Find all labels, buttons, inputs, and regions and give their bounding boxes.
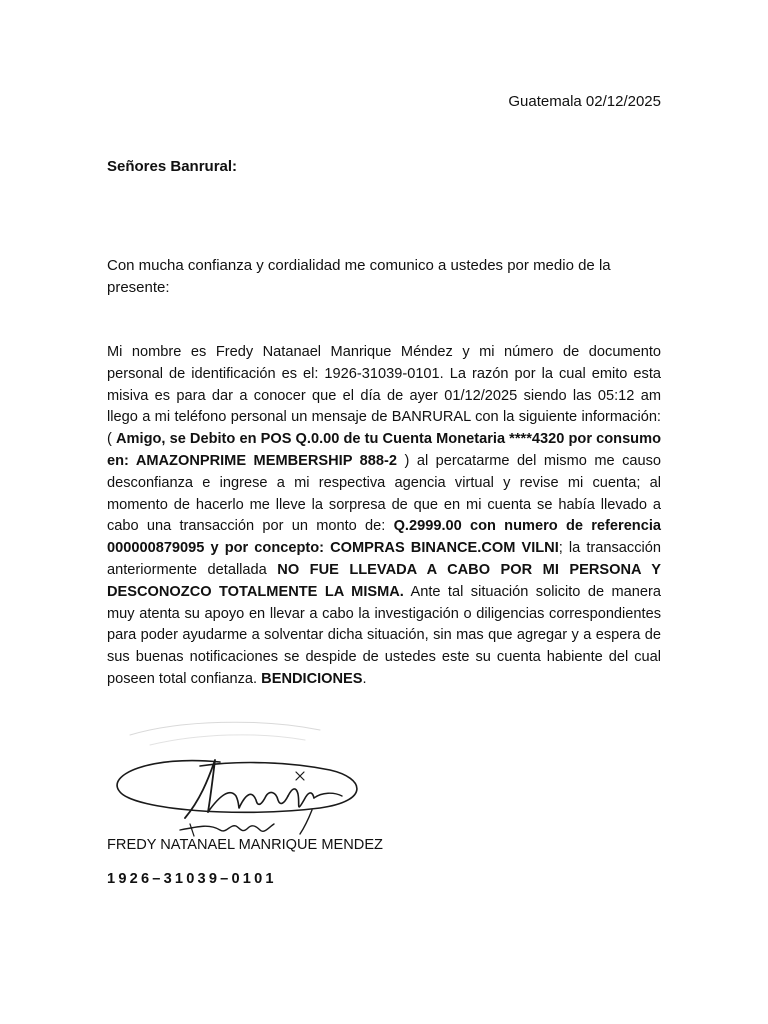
body-text-2: ) al percatarme del mismo me causo desconfianza e ingrese a mi respectiva agencia virtual y revise mi cuenta; al momento de hacerlo me lleve la sorpresa de que en mi cuenta se había llevado a cabo una transacción por un monto de: xyxy=(107,452,662,535)
body-text-5: . xyxy=(362,670,367,687)
disclaimer-text: NO FUE LLEVADA A CABO POR MI PERSONA Y DESCONOZCO TOTALMENTE LA MISMA. xyxy=(107,561,661,600)
closing-blessing: BENDICIONES xyxy=(261,670,363,687)
sms-message-text: Amigo, se Debito en POS Q.0.00 de tu Cuenta Monetaria ****4320 por consumo en: AMAZONPRIME MEMBERSHIP 888-2 xyxy=(107,431,661,469)
transaction-details: Q.2999.00 con numero de referencia 000000879095 y por concepto: COMPRAS BINANCE.COM VILNI xyxy=(107,518,662,557)
intro-paragraph: Con mucha confianza y cordialidad me comunico a ustedes por medio de la presente: xyxy=(107,257,611,296)
body-text-1: Mi nombre es Fredy Natanael Manrique Méndez y mi número de documento personal de identificación es el: 1926-31039-0101. La razón por la cual emito esta misiva es para dar a conocer que el día de ayer 01/12/2025 siendo las 05:12 am llego a mi teléfono personal un mensaje de BANRURAL con la siguiente información: ( xyxy=(107,344,661,448)
body-paragraph xyxy=(107,342,661,691)
body-text-3: ; la transacción anteriormente detallada xyxy=(107,540,661,578)
body-text-4: Ante tal situación solicito de manera muy atenta su apoyo en llevar a cabo la investigación o diligencias correspondientes para poder ayudarme a solventar dicha situación, sin mas que agregar y a espera de sus buenas notificaciones se despide de ustedes este su cuenta habiente del cual poseen total confianza. xyxy=(107,583,661,687)
signer-document-id: 1926–31039–0101 xyxy=(107,871,277,887)
signer-name: FREDY NATANAEL MANRIQUE MENDEZ xyxy=(107,837,383,853)
salutation: Señores Banrural: xyxy=(107,158,238,175)
letter-date: Guatemala 02/12/2025 xyxy=(508,93,661,110)
handwritten-signature xyxy=(90,700,390,850)
